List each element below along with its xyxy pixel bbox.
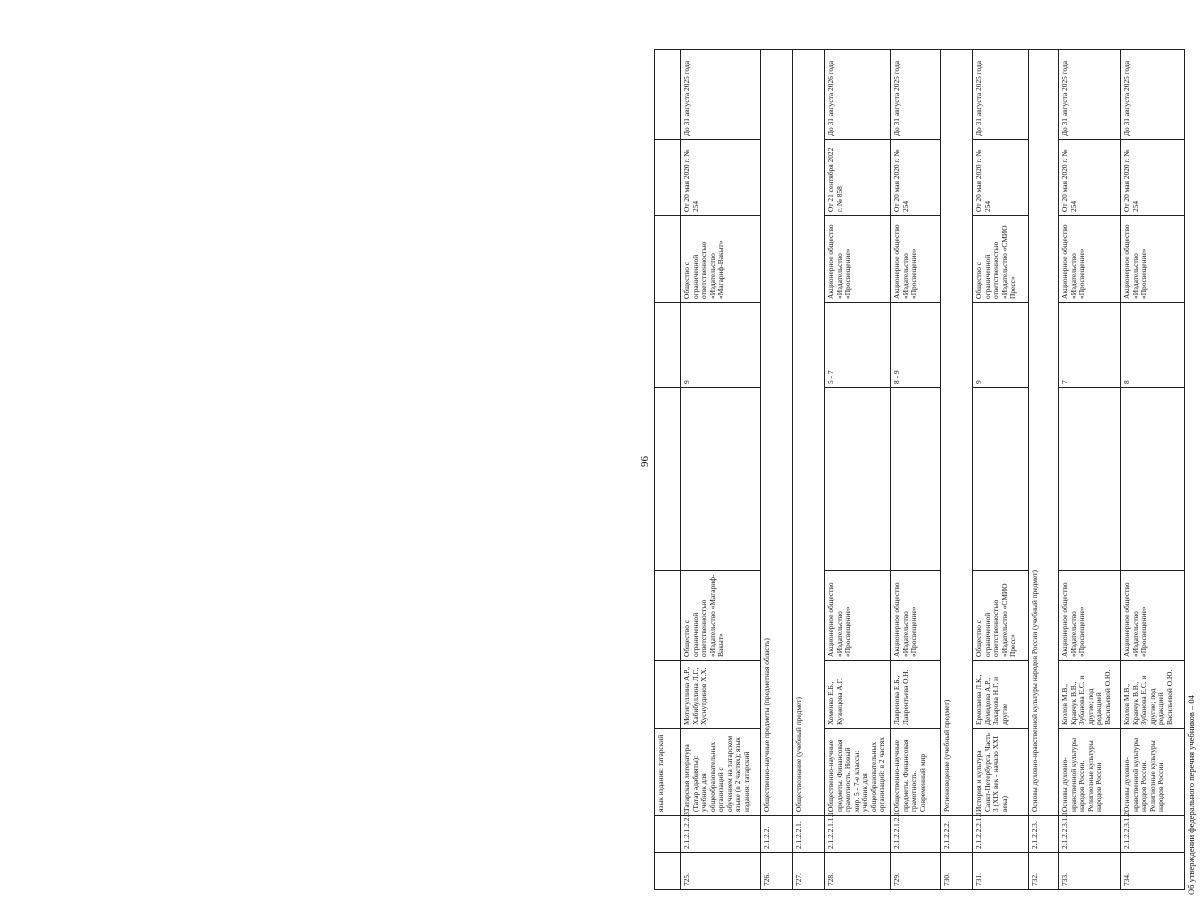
grade-cell: 5 - 7 (825, 303, 891, 388)
section-title: Основы духовно-нравственной культуры народов России (учебный предмет) (1029, 50, 1059, 816)
rotated-sheet (640, 35, 1200, 905)
until-cell: До 31 августа 2026 года (825, 50, 891, 140)
num-cell (655, 853, 681, 890)
empty-cell (655, 388, 681, 571)
empty-cell (1059, 388, 1121, 571)
publisher-cell: Акционерное общество «Издательство «Просвещение» (1059, 571, 1121, 661)
title-cell: язык издания: татарский (655, 729, 681, 816)
section-title: Общественно-научные предметы (предметная область) (761, 50, 793, 816)
empty-cell (655, 303, 681, 388)
publisher-cell: Акционерное общество «Издательство «Просвещение» (1121, 571, 1185, 661)
num-cell: 732. (1029, 853, 1059, 890)
num-cell: 726. (761, 853, 793, 890)
until-cell: До 31 августа 2025 года (1121, 50, 1185, 140)
num-cell: 734. (1121, 853, 1185, 890)
until-cell: До 31 августа 2025 года (1059, 50, 1121, 140)
table-row (973, 50, 1029, 890)
title-cell: Татарская литература (Татар әдәбияты): учебник для общеобразовательных организаций с обучением на татарском языке (в 2 частях); язык издания: татарский (681, 729, 761, 816)
code-cell: 2.1.2.2.3. (1029, 816, 1059, 853)
title-cell: Основы духовно-нравственной культуры народов России. Религиозные культуры народов России (1059, 729, 1121, 816)
legal-holder-cell: Акционерное общество «Издательство «Просвещение» (825, 216, 891, 303)
empty-cell (973, 388, 1029, 571)
empty-cell (655, 571, 681, 661)
section-row (761, 50, 793, 890)
title-cell: Общественно-научные предметы. Финансовая грамотность. Новый мир. 5 - 7-е классы: учебник для общеобразовательных организаций: в 2 частях (825, 729, 891, 816)
order-cell: От 20 мая 2020 г. № 254 (681, 140, 761, 216)
until-cell: До 31 августа 2025 года (681, 50, 761, 140)
code-cell (655, 816, 681, 853)
code-cell: 2.1.2.2.2. (941, 816, 973, 853)
title-cell: История и культура Санкт-Петербурга. Часть 3 (XIX век - начало XXI века) (973, 729, 1029, 816)
publisher-cell: Акционерное общество «Издательство «Просвещение» (891, 571, 941, 661)
grade-cell: 8 - 9 (891, 303, 941, 388)
table-row (891, 50, 941, 890)
publisher-cell: Общество с ограниченной ответственностью «Издательство «СМИО Пресс» (973, 571, 1029, 661)
authors-cell: Хоменко Е.Б., Кузнецова А.Г. (825, 661, 891, 729)
section-row (941, 50, 973, 890)
code-cell: 2.1.2.2.3.1.2. (1121, 816, 1185, 853)
page-number: 96 (639, 456, 651, 467)
code-cell: 2.1.2.2.1.1.1. (825, 816, 891, 853)
table-row (1121, 50, 1185, 890)
empty-cell (825, 388, 891, 571)
num-cell: 725. (681, 853, 761, 890)
table-row (681, 50, 761, 890)
legal-holder-cell: Общество с ограниченной ответственностью «Издательство «Магариф-Вакыт» (681, 216, 761, 303)
order-cell: От 20 мая 2020 г. № 254 (973, 140, 1029, 216)
code-cell: 2.1.2.2.3.1.1. (1059, 816, 1121, 853)
section-row (1029, 50, 1059, 890)
order-cell: От 21 сентября 2022 г. № 858 (825, 140, 891, 216)
section-row (793, 50, 825, 890)
num-cell: 727. (793, 853, 825, 890)
empty-cell (681, 388, 761, 571)
order-cell: От 20 мая 2020 г. № 254 (891, 140, 941, 216)
authors-cell: Козлов М.В., Кравчук В.В., Зубанова Е.С. и другие; под редакцией Васильевой О.Ю. (1059, 661, 1121, 729)
publisher-cell: Акционерное общество «Издательство «Просвещение» (825, 571, 891, 661)
footer-text: Об утверждении федерального перечня учебников – 04 (1186, 695, 1196, 895)
continuation-row (655, 50, 681, 890)
grade-cell: 9 (973, 303, 1029, 388)
legal-holder-cell: Акционерное общество «Издательство «Просвещение» (1059, 216, 1121, 303)
table-row (1059, 50, 1121, 890)
authors-cell: Лавренова Е.Б., Лаврентьева О.Н. (891, 661, 941, 729)
grade-cell: 8 (1121, 303, 1185, 388)
grade-cell: 7 (1059, 303, 1121, 388)
empty-cell (655, 216, 681, 303)
title-cell: Общественно-научные предметы. Финансовая грамотность. Современный мир (891, 729, 941, 816)
empty-cell (655, 661, 681, 729)
code-cell: 2.1.2.2.1. (793, 816, 825, 853)
authors-cell: Козлов М.В., Кравчук В.В., Зубанова Е.С. и другие; под редакцией Васильевой О.Ю. (1121, 661, 1185, 729)
until-cell: До 31 августа 2025 года (973, 50, 1029, 140)
num-cell: 729. (891, 853, 941, 890)
num-cell: 731. (973, 853, 1029, 890)
num-cell: 733. (1059, 853, 1121, 890)
table-row (825, 50, 891, 890)
textbook-table (654, 49, 1185, 890)
order-cell: От 20 мая 2020 г. № 254 (1121, 140, 1185, 216)
code-cell: 2.1.2.2.1.2.1. (891, 816, 941, 853)
until-cell: До 31 августа 2025 года (891, 50, 941, 140)
num-cell: 730. (941, 853, 973, 890)
code-cell: 2.1.2.2.2.1.1. (973, 816, 1029, 853)
code-cell: 2.1.2.2. (761, 816, 793, 853)
order-cell: От 20 мая 2020 г. № 254 (1059, 140, 1121, 216)
grade-cell: 9 (681, 303, 761, 388)
empty-cell (891, 388, 941, 571)
empty-cell (655, 50, 681, 140)
empty-cell (1121, 388, 1185, 571)
authors-cell: Мотигуллина А.Р., Хабибуллина Л.Г., Хуснутдинов Х.Х. (681, 661, 761, 729)
authors-cell: Ермолаева Л.К., Демидова А.Р., Захарова Н.Г. и другие (973, 661, 1029, 729)
section-title: Регионоведение (учебный предмет) (941, 50, 973, 816)
legal-holder-cell: Общество с ограниченной ответственностью «Издательство «СМИО Пресс» (973, 216, 1029, 303)
publisher-cell: Общество с ограниченной ответственностью «Издательство «Магариф-Вакыт» (681, 571, 761, 661)
legal-holder-cell: Акционерное общество «Издательство «Просвещение» (1121, 216, 1185, 303)
legal-holder-cell: Акционерное общество «Издательство «Просвещение» (891, 216, 941, 303)
num-cell: 728. (825, 853, 891, 890)
empty-cell (655, 140, 681, 216)
section-title: Обществознание (учебный предмет) (793, 50, 825, 816)
code-cell: 2.1.2.1.2.2.3. (681, 816, 761, 853)
title-cell: Основы духовно-нравственной культуры народов России. Религиозные культуры народов России (1121, 729, 1185, 816)
